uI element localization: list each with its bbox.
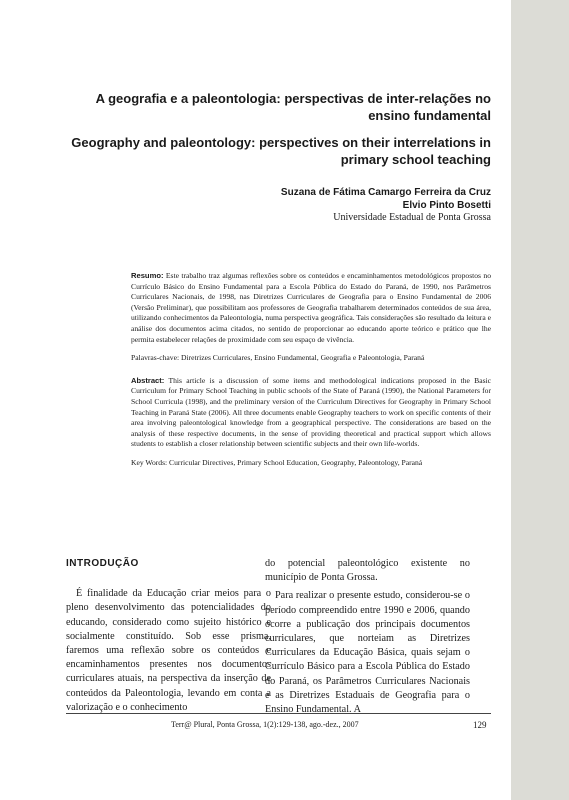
- resumo-text: Este trabalho traz algumas reflexões sobre os conteúdos e encaminhamentos metodológicos propostos no Currículo Básico do Ensino Fundamental para a Escola Pública do Estado do Paraná, de 1990, nos Parâmetros Curriculares Nacionais, de 1998, nas Diretrizes Curriculares de Geografia para o Ensino Fundamental de 2006 (Versão Preliminar), que possibilitam aos professores de Geografia trabalharem determinados conteúdos de sua área, utilizando conhecimentos da Paleontologia, numa perspectiva geográfica. Tais considerações são resultado da leitura e análise dos documentos acima citados, no sentido de proporcionar ao educando aporte teórico e prático que lhe permita estabelecer relações de proximidade com seu espaço de vivência.: [131, 271, 491, 344]
- title-portuguese: A geografia e a paleontologia: perspectivas de inter-relações no ensino fundamental: [95, 91, 491, 123]
- resumo-keywords: Palavras-chave: Diretrizes Curriculares, Ensino Fundamental, Geografia e Paleontologia, Paraná: [131, 353, 425, 363]
- page-number: 129: [473, 720, 487, 730]
- abstracts: [131, 271, 491, 469]
- affiliation: Universidade Estadual de Ponta Grossa: [333, 212, 491, 223]
- title-english: Geography and paleontology: perspectives on their interrelations in primary school teaching: [71, 135, 491, 167]
- body-paragraph: Para realizar o presente estudo, considerou-se o período compreendido entre 1990 e 2006, quando ocorre a publicação dos principais documentos curriculares, que norteiam as Diretrizes Curriculares da Educação Básica, quais sejam o Currículo Básico para a Escola Pública do Estado do Paraná, os Parâmetros Curriculares Nacionais e as Diretrizes Estaduais de Geografia para o Ensino Fundamental. A: [265, 590, 470, 716]
- body-paragraph: do potencial paleontológico existente no município de Ponta Grossa.: [265, 558, 470, 584]
- title-block: [71, 90, 491, 168]
- abstract-paragraph: [131, 376, 491, 450]
- author-name: Elvio Pinto Bosetti: [402, 199, 491, 211]
- resumo-paragraph: [131, 271, 491, 345]
- body-paragraph: É finalidade da Educação criar meios para o pleno desenvolvimento das potencialidades do educando, considerado como sujeito histórico e socialmente constituído. Sob esse prisma, faremos uma reflexão sobre os conteúdos e encaminhamentos presentes nos documentos curriculares atuais, na perspectiva da inserção de conteúdos da Paleontologia, levando em conta a valorização e o conhecimento: [66, 588, 271, 713]
- author-name: Suzana de Fátima Camargo Ferreira da Cruz: [280, 187, 491, 198]
- left-column: [66, 557, 271, 715]
- abstract-label: Abstract:: [131, 375, 165, 385]
- gray-margin-bar: [511, 0, 569, 800]
- abstract-text: This article is a discussion of some items and methodological indications proposed in the Basic Curriculum for Primary School Teaching in public schools of the State of Paraná (1990), the National Parameters for School Curricula (1998), and the preliminary version of the Curriculum Directives for Geography in Primary School Teaching in Paraná State (2006). All three documents enable Geography teachers to work on specific contents of their area involving paleontological knowledge from a geographical perspective. The considerations are based on the analysis of these respective documents, in the sense of providing theoretical and practical support which allows students to establish a closer relationship between scientific subjects and their own life-worlds.: [131, 375, 491, 449]
- section-heading: INTRODUÇÃO: [66, 558, 139, 569]
- authors-block: [281, 187, 491, 225]
- right-column: [265, 557, 470, 717]
- journal-citation: Terr@ Plural, Ponta Grossa, 1(2):129-138, ago.-dez., 2007: [171, 720, 359, 729]
- footer-rule: [66, 713, 491, 714]
- resumo-label: Resumo:: [131, 271, 164, 280]
- abstract-keywords: Key Words: Curricular Directives, Primary School Education, Geography, Paleontology, Paraná: [131, 457, 423, 467]
